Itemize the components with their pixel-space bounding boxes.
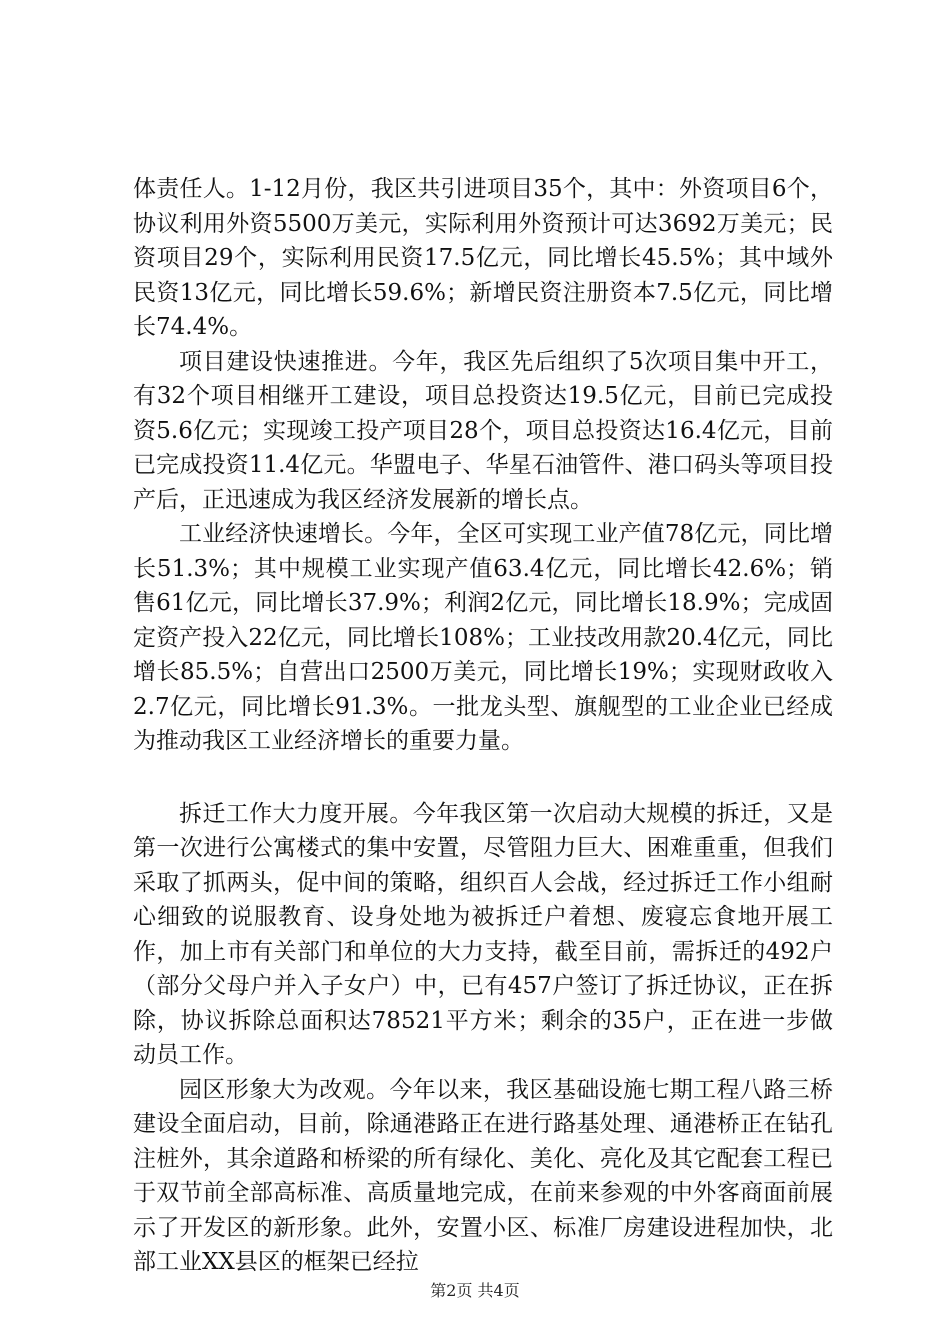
paragraph-park-image: 园区形象大为改观。今年以来，我区基础设施七期工程八路三桥建设全面启动，目前，除通港路正在进行路基处理、通港桥正在钻孔注桩外，其余道路和桥梁的所有绿化、美化、亮化及其它配套工程已于双节前全部高标准、高质量地完成，在前来参观的中外客商面前展示了开发区的新形象。此外，安置小区、标准厂房建设进程加快，北部工业XX县区的框架已经拉 xyxy=(133,1076,833,1275)
paragraph-demolition: 拆迁工作大力度开展。今年我区第一次启动大规模的拆迁，又是第一次进行公寓楼式的集中安置，尽管阻力巨大、困难重重，但我们采取了抓两头，促中间的策略，组织百人会战，经过拆迁工作小组耐心细致的说服教育、设身处地为被拆迁户着想、废寝忘食地开展工作，加上市有关部门和单位的大力支持，截至目前，需拆迁的492户（部分父母户并入子女户）中，已有457户签订了拆迁协议，正在拆除，协议拆除总面积达78521平方米；剩余的35户，正在进一步做动员工作。 xyxy=(133,800,833,1068)
paragraph-industrial-growth: 工业经济快速增长。今年，全区可实现工业产值78亿元，同比增长51.3%；其中规模工业实现产值63.4亿元，同比增长42.6%；销售61亿元，同比增长37.9%；利润2亿元，同比增长18.9%；完成固定资产投入22亿元，同比增长108%；工业技改用款20.4亿元，同比增长85.5%；自营出口2500万美元，同比增长19%；实现财政收入2.7亿元，同比增长91.3%。一批龙头型、旗舰型的工业企业已经成为推动我区工业经济增长的重要力量。 xyxy=(133,521,833,754)
paragraph-project-construction: 项目建设快速推进。今年，我区先后组织了5次项目集中开工，有32个项目相继开工建设，项目总投资达19.5亿元，目前已完成投资5.6亿元；实现竣工投产项目28个，项目总投资达16.4亿元，目前已完成投资11.4亿元。华盟电子、华星石油管件、港口码头等项目投产后，正迅速成为我区经济发展新的增长点。 xyxy=(133,348,833,513)
paragraph-investment: 体责任人。1-12月份，我区共引进项目35个，其中：外资项目6个，协议利用外资5500万美元，实际利用外资预计可达3692万美元；民资项目29个，实际利用民资17.5亿元，同比增长45.5%；其中域外民资13亿元，同比增长59.6%；新增民资注册资本7.5亿元，同比增长74.4%。 xyxy=(133,176,833,340)
document-body xyxy=(133,172,833,1280)
page-number-footer: 第2页 共4页 xyxy=(430,1281,520,1300)
paragraph-gap xyxy=(133,759,833,797)
